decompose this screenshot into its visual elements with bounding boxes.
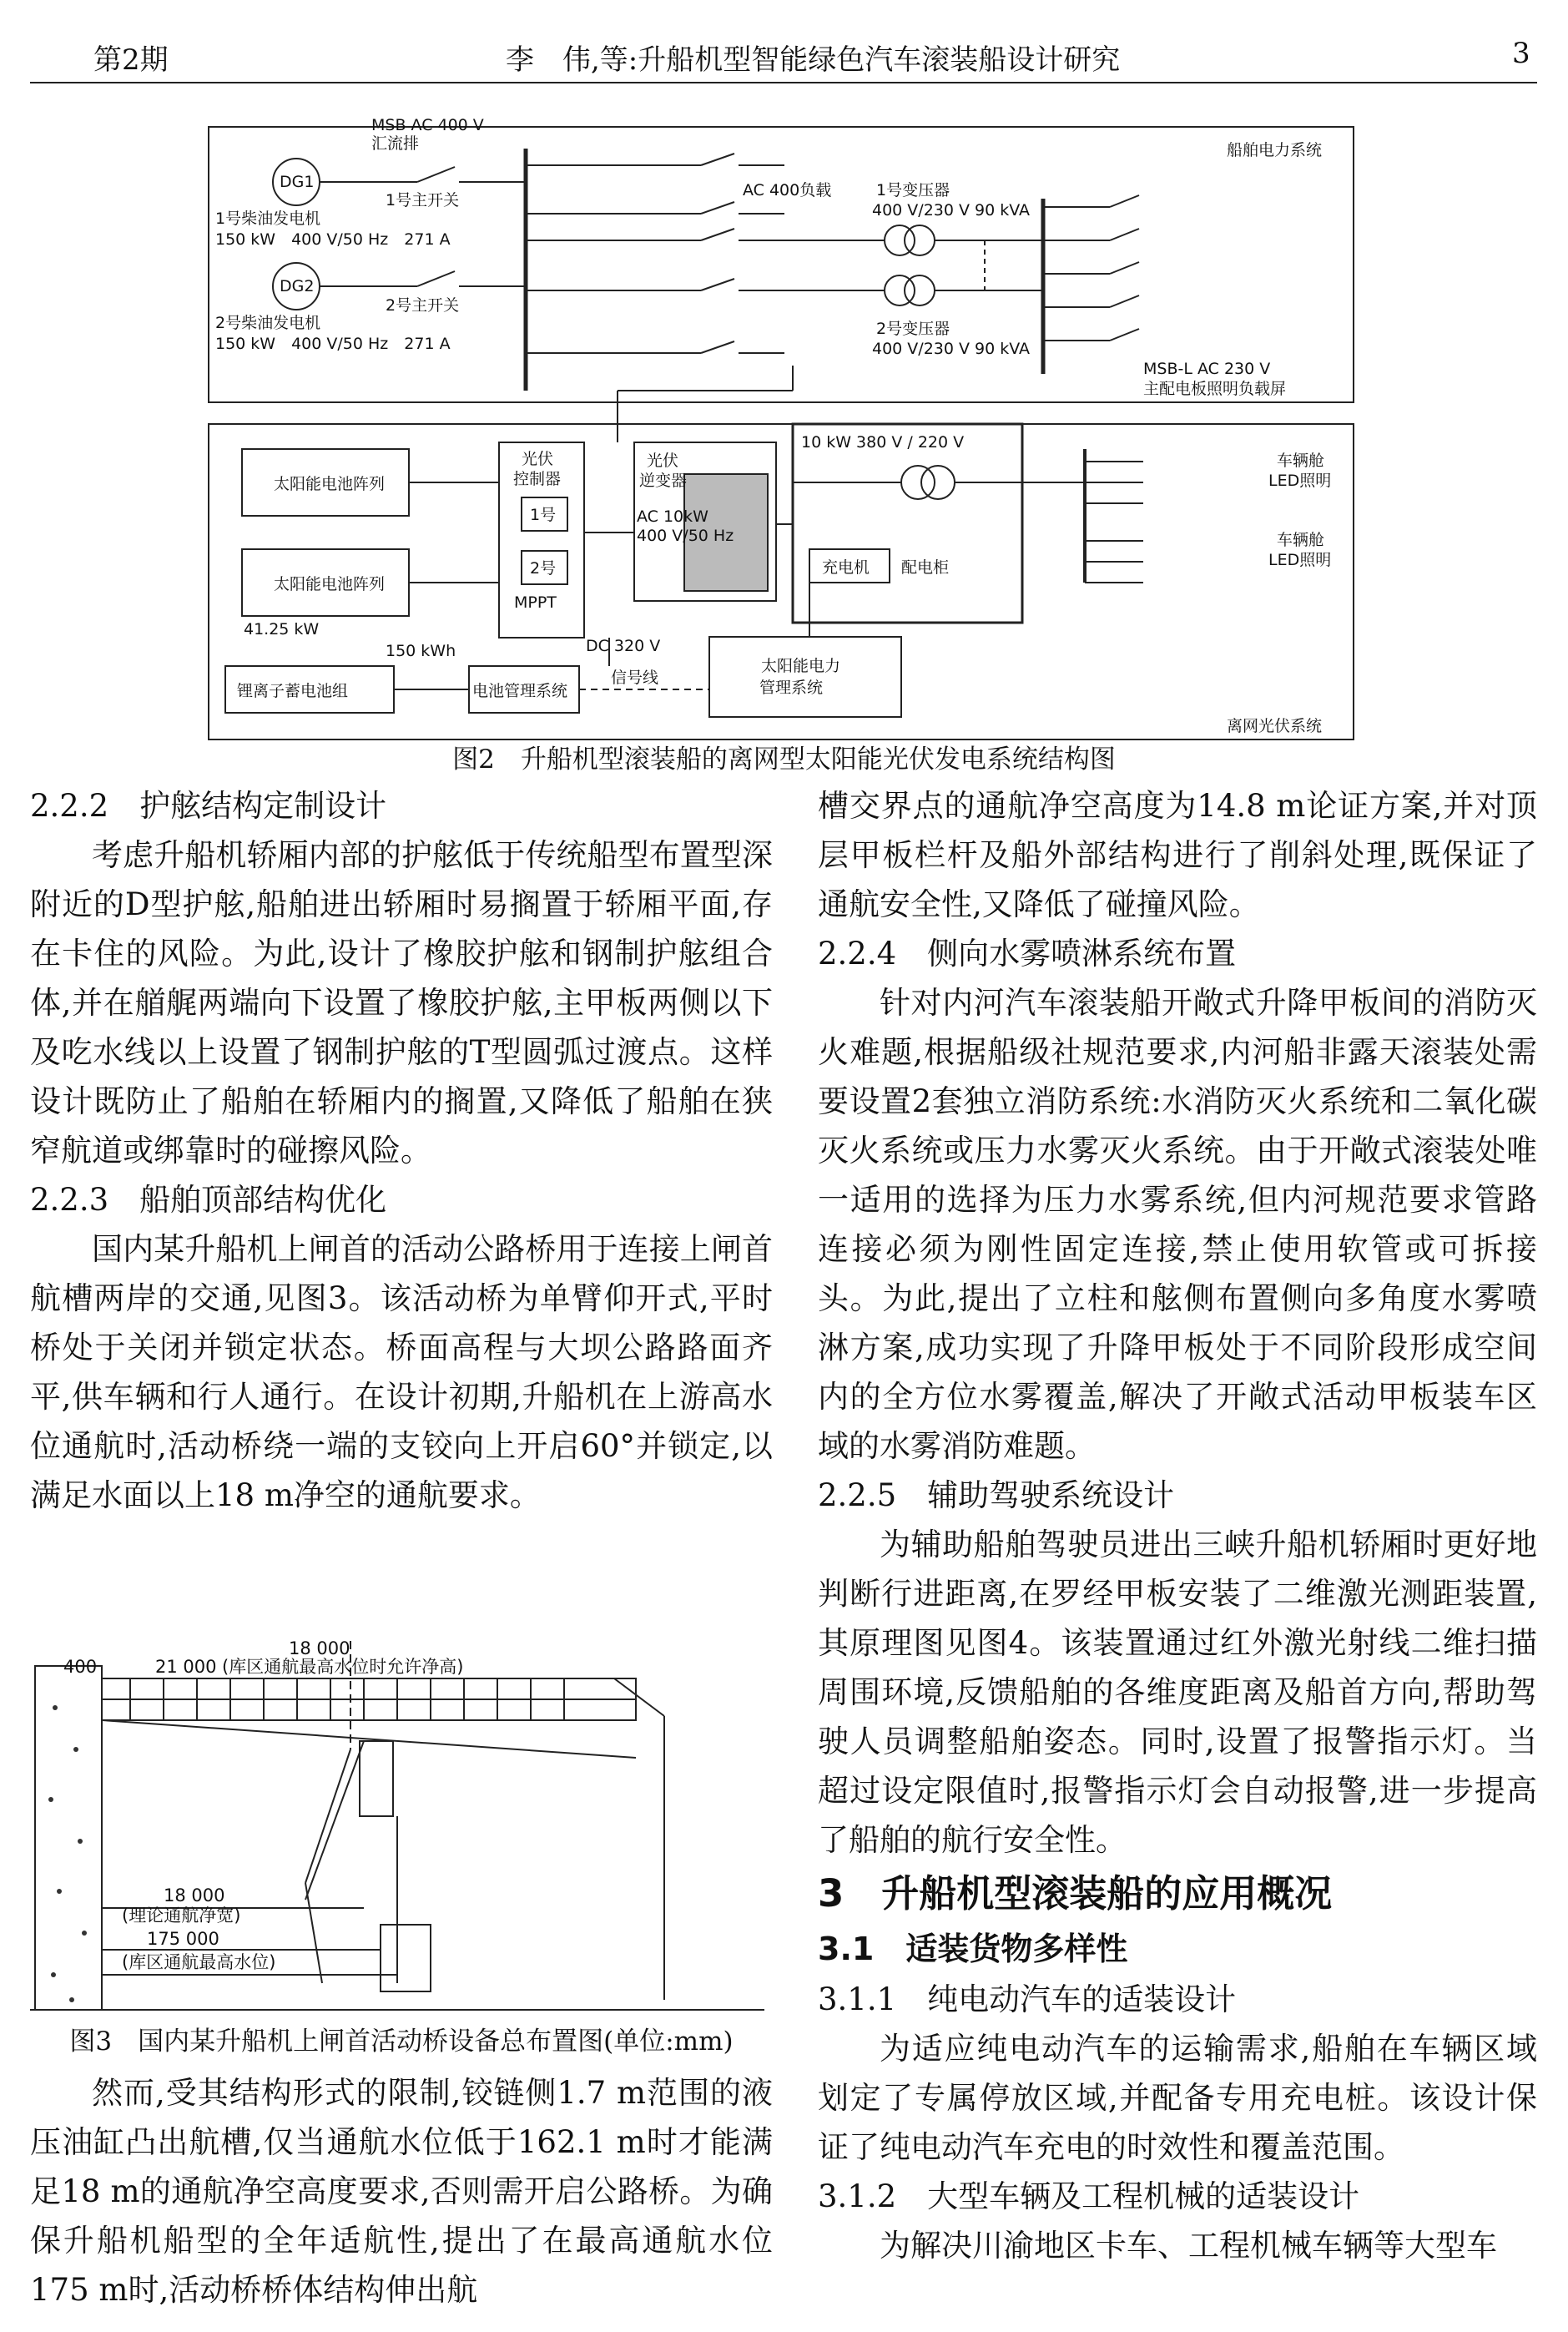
heading-2-2-5: 2.2.5 辅助驾驶系统设计 <box>818 1477 1175 1513</box>
heading-3-1-2: 3.1.2 大型车辆及工程机械的适装设计 <box>818 2178 1360 2214</box>
fig2-pv-ctrl2: 控制器 <box>513 470 562 488</box>
fig3-d175000: 175 000 <box>147 1929 219 1949</box>
fig2-inv-spec2: 400 V/50 Hz <box>637 527 734 545</box>
left-column-continued <box>30 2068 773 2314</box>
fig2-msbl: MSB-L AC 230 V <box>1143 360 1271 378</box>
fig2-battery: 锂离子蓄电池组 <box>237 682 349 700</box>
fig3-d18000: 18 000 <box>164 1885 225 1905</box>
fig2-tr3: 10 kW 380 V / 220 V <box>801 433 965 452</box>
heading-3: 3 升船机型滚装船的应用概况 <box>818 1871 1333 1916</box>
fig3-d18000-top: 18 000 <box>289 1638 350 1658</box>
fig2-no1: 1号 <box>530 506 557 524</box>
paragraph: 考虑升船机轿厢内部的护舷低于传统船型布置型深附近的D型护舷,船舶进出轿厢时易搁置于轿厢平面,存在卡住的风险。为此,设计了橡胶护舷和钢制护舷组合体,并在艏艉两端向下设置了橡胶护舷,主甲板两侧以下及吃水线以上设置了钢制护舷的T型圆弧过渡点。这样设计既防止了船舶在轿厢内的搁置,又降低了船舶在狭窄航道或绑靠时的碰擦风险。 <box>30 837 773 1169</box>
paragraph: 然而,受其结构形式的限制,铰链侧1.7 m范围的液压油缸凸出航槽,仅当通航水位低于162.1 m时才能满足18 m的通航净空高度要求,否则需开启公路桥。为确保升船机船型的全年适航性,提出了在最高通航水位175 m时,活动桥桥体结构伸出航 <box>30 2075 773 2308</box>
fig3-note-low: (库区通航最高水位) <box>122 1952 276 1972</box>
fig2-pv-ctrl1: 光伏 <box>522 450 554 468</box>
fig2-inv-spec1: AC 10kW <box>637 507 708 526</box>
figure-3-caption: 图3 国内某升船机上闸首活动桥设备总布置图(单位:mm) <box>69 2027 734 2057</box>
fig2-spms1: 太阳能电力 <box>761 657 841 675</box>
fig2-signal: 信号线 <box>611 669 659 687</box>
paragraph: 为解决川渝地区卡车、工程机械车辆等大型车 <box>880 2228 1497 2264</box>
heading-2-2-4: 2.2.4 侧向水雾喷淋系统布置 <box>818 936 1237 972</box>
fig2-inv2: 逆变器 <box>639 472 688 490</box>
fig2-sw1: 1号主开关 <box>386 191 460 209</box>
fig2-gen1-spec: 150 kW 400 V/50 Hz 271 A <box>215 230 451 249</box>
fig2-msb: MSB AC 400 V <box>371 116 484 134</box>
left-column <box>30 781 773 1520</box>
solar-mgmt-box <box>709 637 901 717</box>
heading-3-1-1: 3.1.1 纯电动汽车的适装设计 <box>818 1981 1237 2017</box>
fig2-led2a: 车辆舱 <box>1277 531 1325 549</box>
figure-3-drawing <box>30 1633 764 2013</box>
header-rule <box>30 82 1537 83</box>
fig2-ship-power: 船舶电力系统 <box>1227 141 1323 159</box>
fig2-led1a: 车辆舱 <box>1277 452 1325 470</box>
paragraph: 槽交界点的通航净空高度为14.8 m论证方案,并对顶层甲板栏杆及船外部结构进行了削斜处理,既保证了通航安全性,又降低了碰撞风险。 <box>818 788 1537 922</box>
abutment <box>35 1666 102 2010</box>
figure-2-caption: 图2 升船机型滚装船的离网型太阳能光伏发电系统结构图 <box>452 745 1116 775</box>
fig2-gen1: 1号柴油发电机 <box>215 209 321 228</box>
fig2-bms: 电池管理系统 <box>472 682 568 700</box>
paragraph: 针对内河汽车滚装船开敞式升降甲板间的消防灭火难题,根据船级社规范要求,内河船非露天滚装处需要设置2套独立消防系统:水消防灭火系统和二氧化碳灭火系统或压力水雾灭火系统。由于开敞式滚装处唯一适用的选择为压力水雾系统,但内河规范要求管路连接必须为刚性固定连接,禁止使用软管或可拆接头。为此,提出了立柱和舷侧布置侧向多角度水雾喷淋方案,成功实现了升降甲板处于不同阶段形成空间内的全方位水雾覆盖,解决了开敞式活动甲板装车区域的水雾消防难题。 <box>818 985 1537 1464</box>
fig2-charger: 充电机 <box>822 558 870 577</box>
right-column <box>818 781 1537 2270</box>
distribution-cabinet <box>793 424 1022 623</box>
fig2-tr2-spec: 400 V/230 V 90 kVA <box>872 340 1031 358</box>
paragraph: 为适应纯电动汽车的运输需求,船舶在车辆区域划定了专属停放区域,并配备专用充电桩。该设计保证了纯电动汽车充电的时效性和覆盖范围。 <box>818 2031 1537 2165</box>
fig2-solar2: 太阳能电池阵列 <box>274 575 386 593</box>
heading-2-2-3: 2.2.3 船舶顶部结构优化 <box>30 1182 387 1218</box>
fig3-d21000: 21 000 <box>155 1657 217 1677</box>
fig2-inv1: 光伏 <box>647 452 679 470</box>
hydraulic-cylinder <box>360 1741 393 1816</box>
heading-2-2-2: 2.2.2 护舷结构定制设计 <box>30 788 387 824</box>
fig2-msbl2: 主配电板照明负载屏 <box>1143 380 1287 398</box>
fig2-tr2: 2号变压器 <box>876 320 950 338</box>
heading-3-1: 3.1 适装货物多样性 <box>818 1931 1128 1967</box>
fig2-dc: DC 320 V <box>586 637 661 655</box>
fig2-tr1-spec: 400 V/230 V 90 kVA <box>872 201 1031 220</box>
paragraph: 国内某升船机上闸首的活动公路桥用于连接上闸首航槽两岸的交通,见图3。该活动桥为单臂仰开式,平时桥处于关闭并锁定状态。桥面高程与大坝公路路面齐平,供车辆和行人通行。在设计初期,升船机在上游高水位通航时,活动桥绕一端的支铰向上开启60°并锁定,以满足水面以上18 m净空的通航要求。 <box>30 1231 773 1513</box>
fig2-offgrid: 离网光伏系统 <box>1227 717 1323 735</box>
fig2-spms2: 管理系统 <box>759 679 824 697</box>
page-number: 3 <box>1512 37 1530 70</box>
fig2-gen2-spec: 150 kW 400 V/50 Hz 271 A <box>215 335 451 353</box>
fig2-solar-kw: 41.25 kW <box>244 620 320 639</box>
fig2-sw2: 2号主开关 <box>386 296 460 315</box>
fig2-ac400: AC 400负载 <box>743 181 832 199</box>
fig2-tr1: 1号变压器 <box>876 181 950 199</box>
running-header <box>0 0 1568 75</box>
fig2-gen2: 2号柴油发电机 <box>215 314 321 332</box>
fig3-note-mid: (理论通航净宽) <box>122 1905 241 1926</box>
fig2-dg2: DG2 <box>280 277 315 295</box>
fig2-bus: 汇流排 <box>371 134 420 153</box>
running-title: 李 伟,等:升船机型智能绿色汽车滚装船设计研究 <box>506 43 1121 77</box>
fig2-panel: 配电柜 <box>901 558 950 577</box>
fig2-led1b: LED照明 <box>1268 472 1332 490</box>
fig2-dg1: DG1 <box>280 173 315 191</box>
fig2-led2b: LED照明 <box>1268 551 1332 569</box>
fig2-battery-kwh: 150 kWh <box>386 642 456 660</box>
fig3-note-top: (库区通航最高水位时允许净高) <box>222 1657 464 1677</box>
fig2-solar1: 太阳能电池阵列 <box>274 475 386 493</box>
paragraph: 为辅助船舶驾驶员进出三峡升船机轿厢时更好地判断行进距离,在罗经甲板安装了二维激光测距装置,其原理图见图4。该装置通过红外激光射线二维扫描周围环境,反馈船舶的各维度距离及船首方向,帮助驾驶人员调整船舶姿态。同时,设置了报警指示灯。当超过设定限值时,报警指示灯会自动报警,进一步提高了船舶的航行安全性。 <box>818 1527 1537 1858</box>
figure-2-diagram <box>200 115 1369 751</box>
fig3-d400: 400 <box>63 1657 98 1677</box>
fig2-no2: 2号 <box>530 559 557 578</box>
issue-number: 第2期 <box>93 43 169 77</box>
fig2-mppt: MPPT <box>514 593 557 612</box>
